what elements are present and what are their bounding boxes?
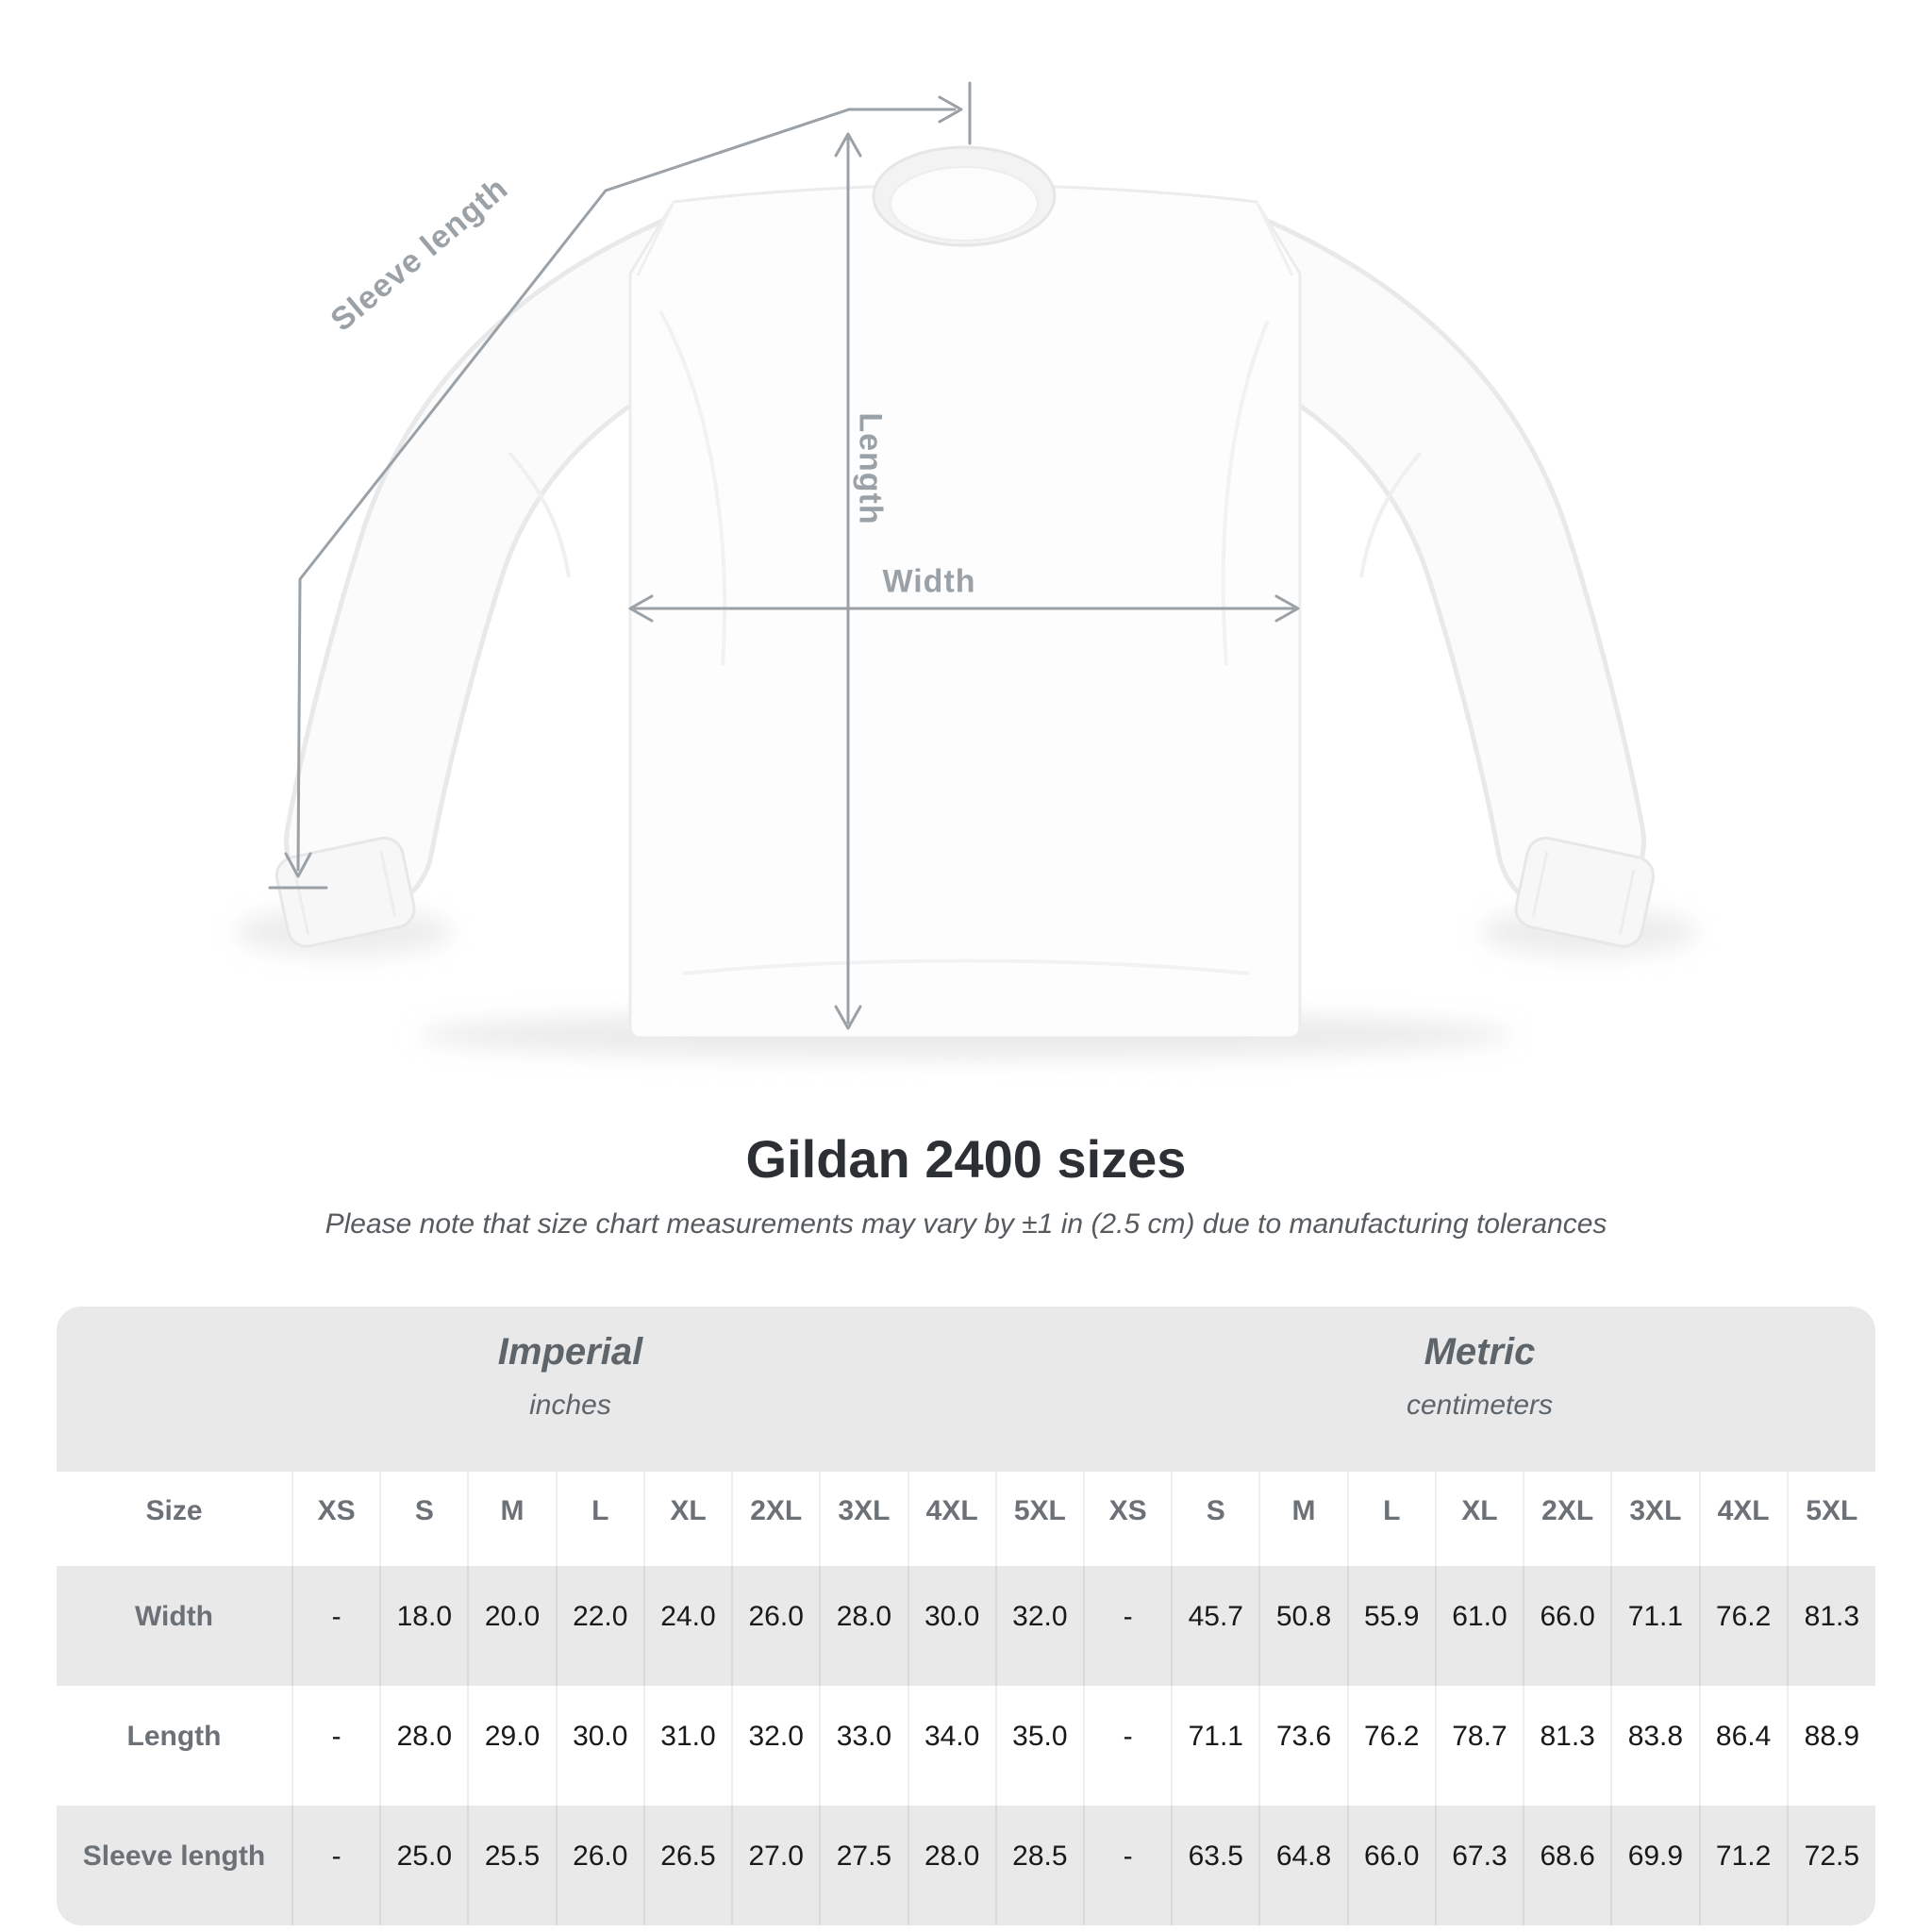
size-header-cell-metric: XS bbox=[1084, 1472, 1172, 1566]
unit-header-metric bbox=[1084, 1307, 1875, 1472]
width-label: Width bbox=[882, 563, 976, 600]
value-cell-imperial: 25.0 bbox=[380, 1806, 468, 1925]
value-cell-metric: 76.2 bbox=[1700, 1566, 1788, 1686]
length-label: Length bbox=[852, 412, 889, 525]
value-cell-metric: 64.8 bbox=[1259, 1806, 1347, 1925]
shirt-body bbox=[630, 185, 1300, 1038]
unit-header-row bbox=[57, 1307, 1875, 1472]
value-cell-metric: 45.7 bbox=[1172, 1566, 1259, 1686]
value-cell-imperial: 28.0 bbox=[908, 1806, 996, 1925]
value-cell-metric: 76.2 bbox=[1348, 1686, 1436, 1806]
value-cell-imperial: 32.0 bbox=[996, 1566, 1084, 1686]
value-cell-metric: 66.0 bbox=[1524, 1566, 1611, 1686]
value-cell-metric: 69.9 bbox=[1611, 1806, 1699, 1925]
size-header-cell-metric: 3XL bbox=[1611, 1472, 1699, 1566]
value-cell-metric: 61.0 bbox=[1436, 1566, 1524, 1686]
size-header-cell-imperial: 2XL bbox=[732, 1472, 820, 1566]
imperial-label: Imperial bbox=[497, 1331, 643, 1373]
size-header-cell-metric: 2XL bbox=[1524, 1472, 1611, 1566]
value-cell-metric: 78.7 bbox=[1436, 1686, 1524, 1806]
size-header-cell-metric: S bbox=[1172, 1472, 1259, 1566]
value-cell-imperial: 31.0 bbox=[644, 1686, 732, 1806]
value-cell-metric: 81.3 bbox=[1524, 1686, 1611, 1806]
value-cell-imperial: 24.0 bbox=[644, 1566, 732, 1686]
collar bbox=[874, 147, 1055, 245]
value-cell-imperial: 28.0 bbox=[820, 1566, 908, 1686]
unit-header-imperial bbox=[57, 1307, 1084, 1472]
value-cell-imperial: 26.5 bbox=[644, 1806, 732, 1925]
value-cell-imperial: 26.0 bbox=[732, 1566, 820, 1686]
size-header-cell-metric: 4XL bbox=[1700, 1472, 1788, 1566]
size-header-row bbox=[57, 1472, 1875, 1566]
value-cell-imperial: 30.0 bbox=[557, 1686, 644, 1806]
tolerance-note: Please note that size chart measurements may vary by ±1 in (2.5 cm) due to manufacturing tolerances bbox=[325, 1208, 1607, 1240]
size-header-cell-imperial: XS bbox=[292, 1472, 380, 1566]
value-cell-metric: 63.5 bbox=[1172, 1806, 1259, 1925]
value-cell-imperial: 22.0 bbox=[557, 1566, 644, 1686]
size-header-cell-metric: M bbox=[1259, 1472, 1347, 1566]
value-cell-imperial: 34.0 bbox=[908, 1686, 996, 1806]
value-cell-metric: 83.8 bbox=[1611, 1686, 1699, 1806]
table-row-length bbox=[57, 1686, 1875, 1806]
table-row-width bbox=[57, 1566, 1875, 1686]
size-header-cell-metric: L bbox=[1348, 1472, 1436, 1566]
size-header-cell-imperial: L bbox=[557, 1472, 644, 1566]
table-row-sleeve-length bbox=[57, 1806, 1875, 1925]
value-cell-metric: 50.8 bbox=[1259, 1566, 1347, 1686]
value-cell-metric: - bbox=[1084, 1806, 1172, 1925]
value-cell-metric: 71.1 bbox=[1172, 1686, 1259, 1806]
size-header-cell-imperial: XL bbox=[644, 1472, 732, 1566]
size-header-cell-imperial: S bbox=[380, 1472, 468, 1566]
value-cell-imperial: - bbox=[292, 1566, 380, 1686]
size-header-cell-imperial: 4XL bbox=[908, 1472, 996, 1566]
value-cell-imperial: 27.5 bbox=[820, 1806, 908, 1925]
value-cell-metric: 68.6 bbox=[1524, 1806, 1611, 1925]
metric-unit-label: centimeters bbox=[1406, 1390, 1554, 1421]
value-cell-metric: 55.9 bbox=[1348, 1566, 1436, 1686]
imperial-unit-label: inches bbox=[529, 1390, 611, 1421]
value-cell-metric: 88.9 bbox=[1788, 1686, 1875, 1806]
value-cell-imperial: 27.0 bbox=[732, 1806, 820, 1925]
size-header-cell-metric: XL bbox=[1436, 1472, 1524, 1566]
row-label-length: Length bbox=[57, 1686, 292, 1806]
value-cell-metric: 72.5 bbox=[1788, 1806, 1875, 1925]
value-cell-imperial: 33.0 bbox=[820, 1686, 908, 1806]
value-cell-metric: 71.2 bbox=[1700, 1806, 1788, 1925]
size-column-header: Size bbox=[57, 1472, 292, 1566]
value-cell-imperial: 20.0 bbox=[468, 1566, 556, 1686]
value-cell-metric: 66.0 bbox=[1348, 1806, 1436, 1925]
value-cell-imperial: 35.0 bbox=[996, 1686, 1084, 1806]
size-header-cell-imperial: M bbox=[468, 1472, 556, 1566]
value-cell-imperial: - bbox=[292, 1686, 380, 1806]
metric-label: Metric bbox=[1424, 1331, 1536, 1373]
value-cell-metric: - bbox=[1084, 1566, 1172, 1686]
value-cell-imperial: - bbox=[292, 1806, 380, 1925]
value-cell-metric: 71.1 bbox=[1611, 1566, 1699, 1686]
value-cell-imperial: 30.0 bbox=[908, 1566, 996, 1686]
size-table-container bbox=[57, 1307, 1875, 1925]
value-cell-imperial: 28.0 bbox=[380, 1686, 468, 1806]
value-cell-imperial: 28.5 bbox=[996, 1806, 1084, 1925]
size-header-cell-imperial: 5XL bbox=[996, 1472, 1084, 1566]
size-table bbox=[57, 1307, 1875, 1925]
value-cell-metric: 86.4 bbox=[1700, 1686, 1788, 1806]
value-cell-imperial: 18.0 bbox=[380, 1566, 468, 1686]
value-cell-imperial: 29.0 bbox=[468, 1686, 556, 1806]
sleeve-length-label: Sleeve length bbox=[324, 170, 515, 339]
value-cell-metric: 67.3 bbox=[1436, 1806, 1524, 1925]
size-header-cell-metric: 5XL bbox=[1788, 1472, 1875, 1566]
value-cell-metric: - bbox=[1084, 1686, 1172, 1806]
value-cell-metric: 81.3 bbox=[1788, 1566, 1875, 1686]
page-title: Gildan 2400 sizes bbox=[745, 1129, 1187, 1189]
size-header-cell-imperial: 3XL bbox=[820, 1472, 908, 1566]
value-cell-imperial: 26.0 bbox=[557, 1806, 644, 1925]
value-cell-metric: 73.6 bbox=[1259, 1686, 1347, 1806]
row-label-sleeve-length: Sleeve length bbox=[57, 1806, 292, 1925]
value-cell-imperial: 25.5 bbox=[468, 1806, 556, 1925]
value-cell-imperial: 32.0 bbox=[732, 1686, 820, 1806]
row-label-width: Width bbox=[57, 1566, 292, 1686]
